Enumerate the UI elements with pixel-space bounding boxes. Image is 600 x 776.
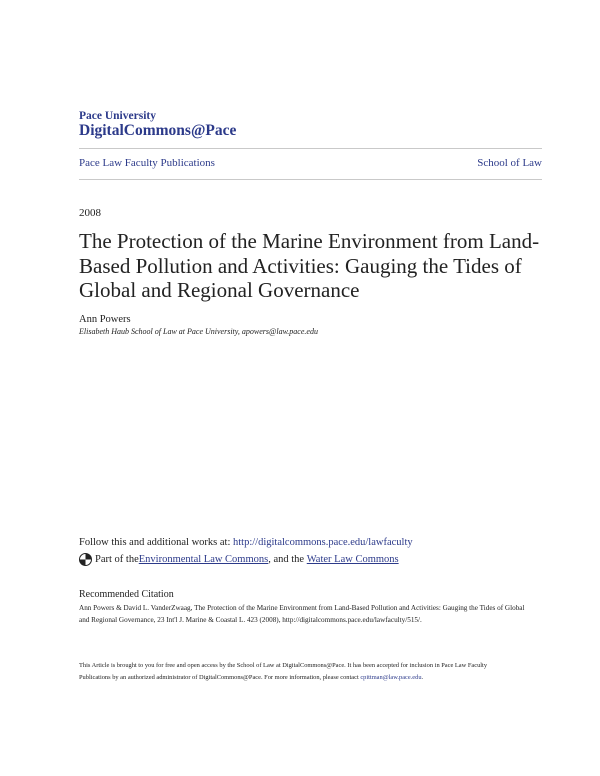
network-logo-icon bbox=[79, 553, 92, 566]
author-name: Ann Powers bbox=[79, 314, 131, 325]
follow-prefix: Follow this and additional works at: bbox=[79, 537, 233, 548]
follow-line bbox=[79, 537, 413, 548]
collection-link[interactable]: Pace Law Faculty Publications bbox=[79, 157, 215, 169]
contact-email-link[interactable]: cpittman@law.pace.edu bbox=[360, 673, 422, 681]
school-link[interactable]: School of Law bbox=[477, 157, 542, 169]
citation-text: Ann Powers & David L. VanderZwaag, The Protection of the Marine Environment from Land-Based Pollution and Activities: Gauging the Tides of Global and Regional Governance, 23 Int'l J. Marine & Coastal L. 423 (2008), http://digitalcommons.pace.edu/lawfaculty/515/. bbox=[79, 604, 525, 624]
paper-title: The Protection of the Marine Environment from Land-Based Pollution and Activities: Gauging the Tides of Global and Regional Governance bbox=[79, 229, 540, 302]
repository-name[interactable]: DigitalCommons@Pace bbox=[79, 122, 237, 139]
follow-url-link[interactable]: http://digitalcommons.pace.edu/lawfaculty bbox=[233, 537, 413, 548]
bottom-divider bbox=[79, 179, 542, 180]
footer-end: . bbox=[421, 673, 424, 681]
part-of-line bbox=[79, 553, 399, 566]
author-affiliation: Elisabeth Haub School of Law at Pace University, apowers@law.pace.edu bbox=[79, 327, 318, 336]
part-of-separator: , and the bbox=[268, 554, 307, 565]
recommended-citation-heading: Recommended Citation bbox=[79, 589, 174, 600]
top-divider bbox=[79, 148, 542, 149]
water-law-commons-link[interactable]: Water Law Commons bbox=[306, 554, 399, 565]
footer-text: This Article is brought to you for free and open access by the School of Law at DigitalCommons@Pace. It has been accepted for inclusion in Pace Law Faculty Publications by an authorized administrator of DigitalCommons@Pace. For more information, please contact bbox=[79, 662, 488, 681]
university-name: Pace University bbox=[79, 110, 156, 122]
environmental-law-commons-link[interactable]: Environmental Law Commons bbox=[138, 554, 269, 565]
publication-year: 2008 bbox=[79, 207, 101, 219]
part-of-prefix: Part of the bbox=[95, 554, 139, 565]
footer-notice bbox=[79, 660, 519, 683]
